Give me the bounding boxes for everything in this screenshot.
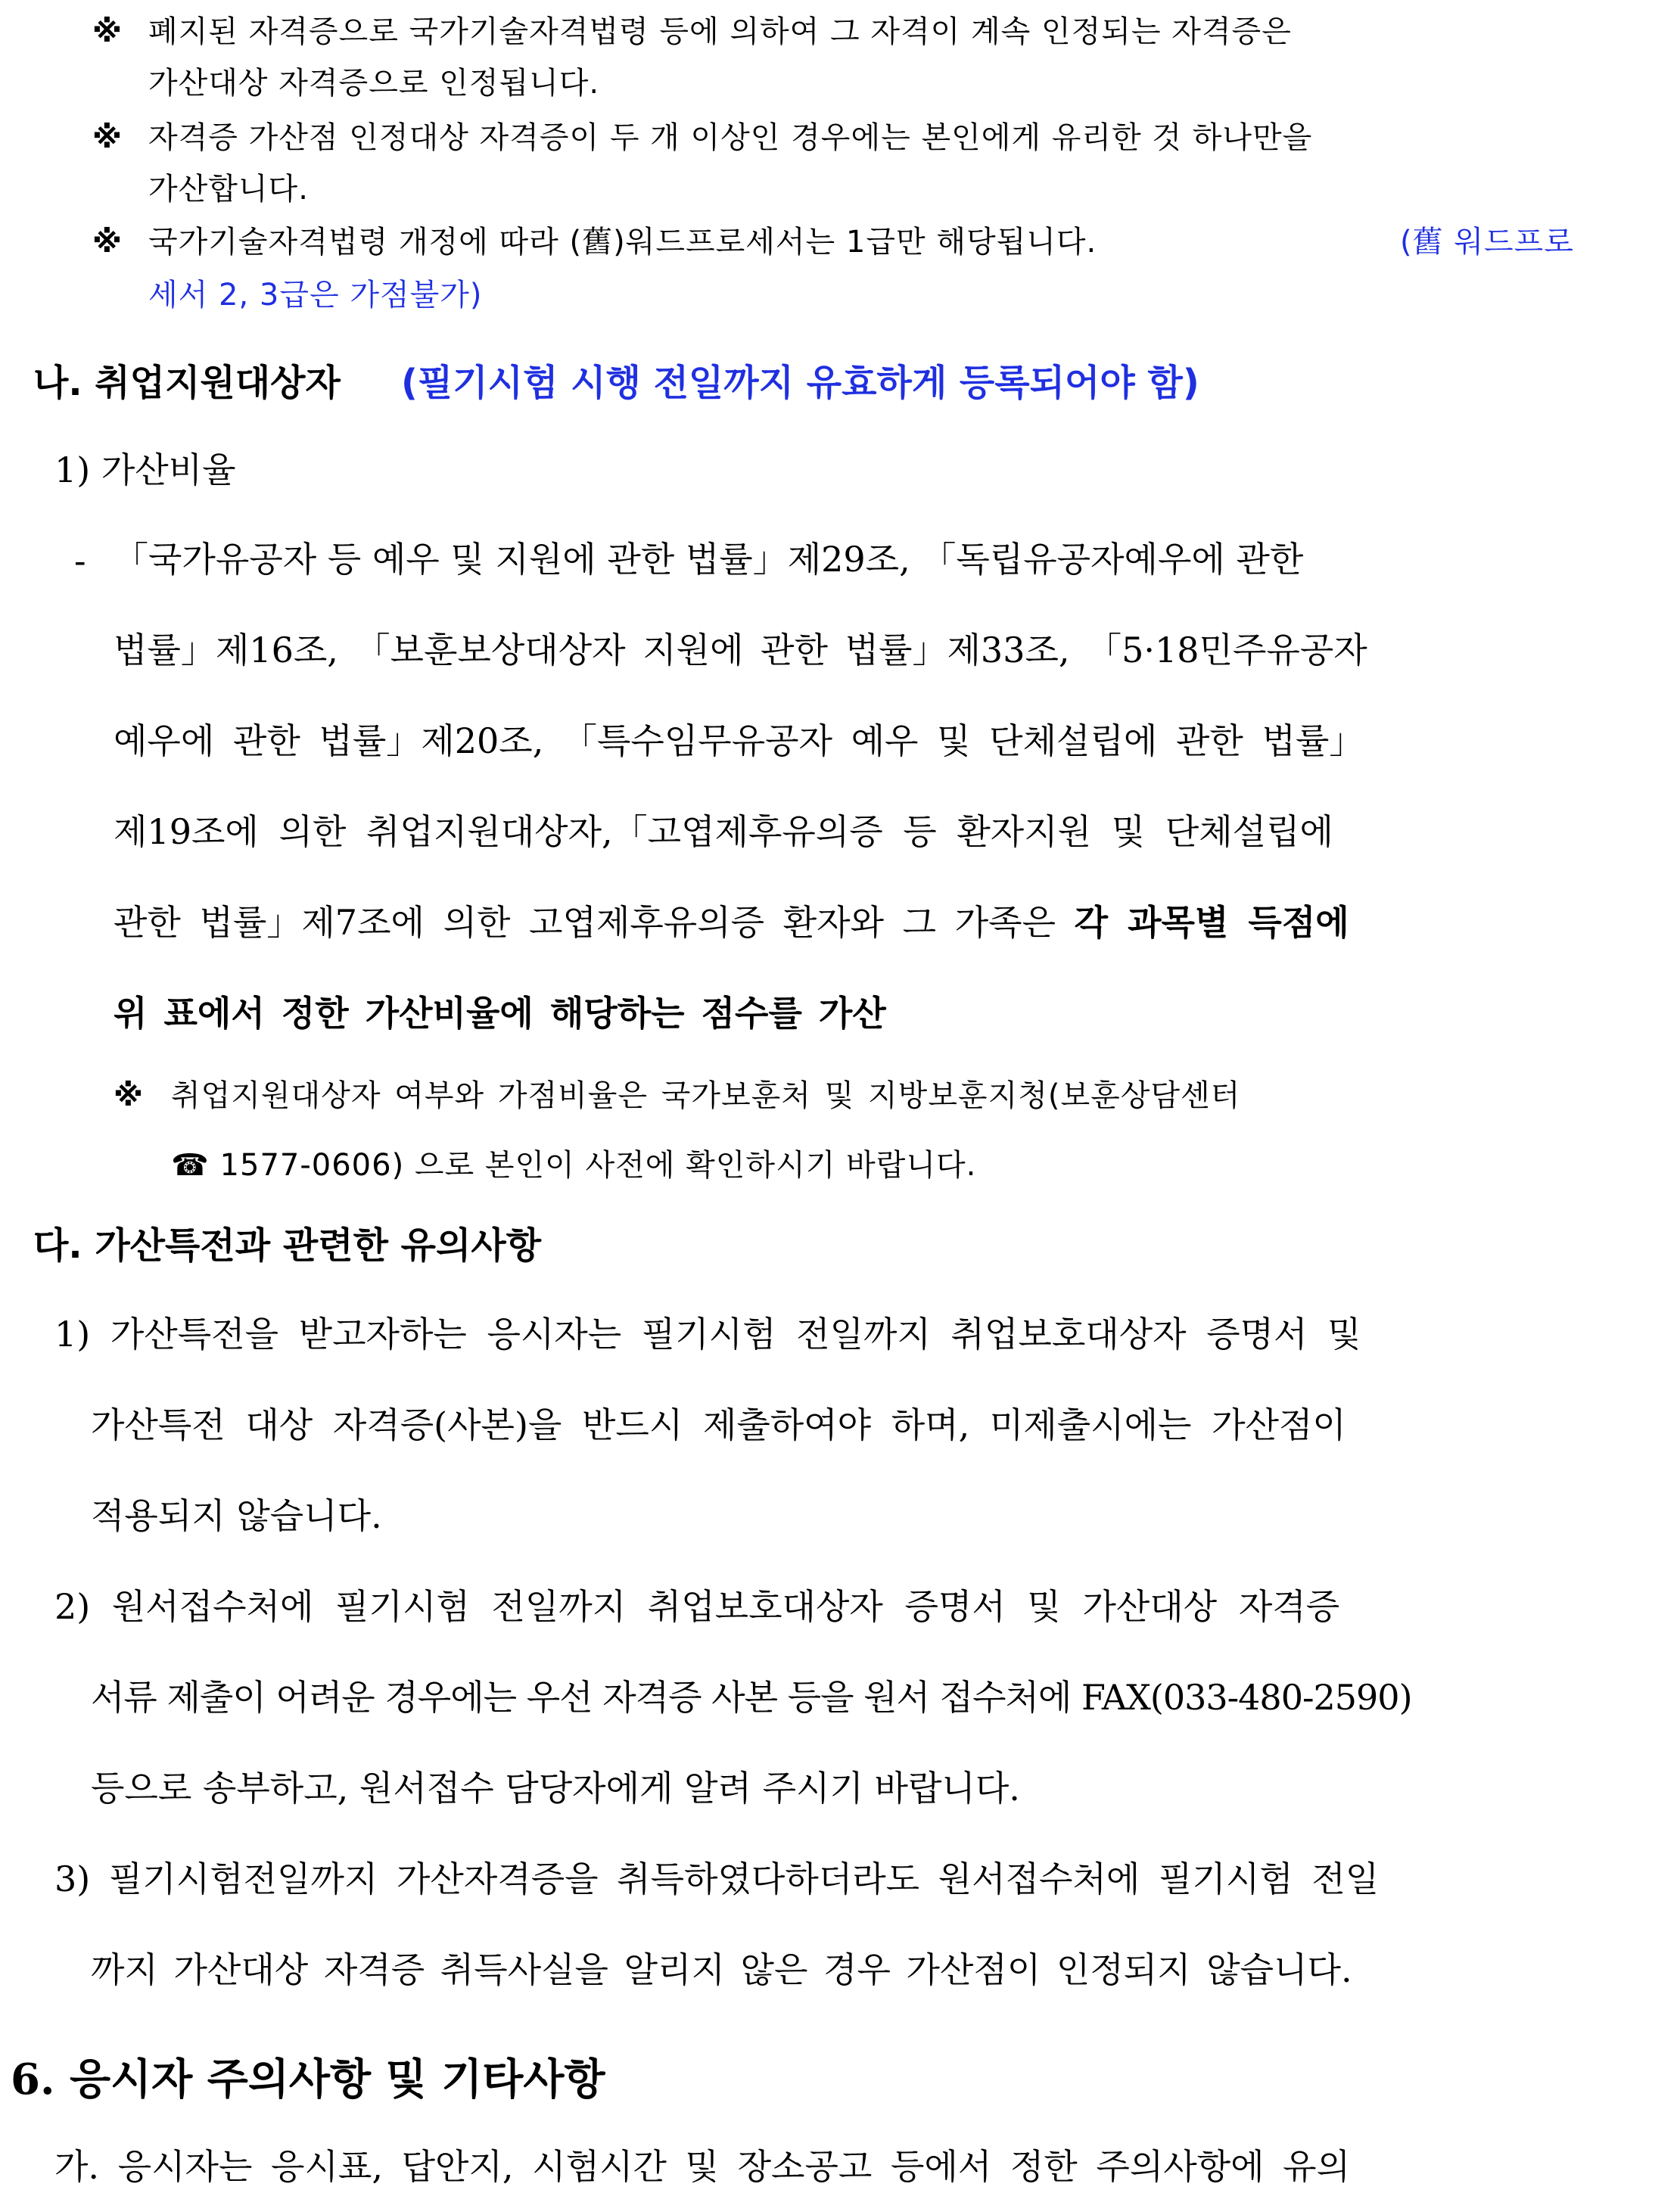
paragraph-line xyxy=(114,902,1349,943)
subheading-ratio: 1) 가산비율 xyxy=(54,449,236,490)
list-line: 가. 응시자는 응시표, 답안지, 시험시간 및 장소공고 등에서 정한 주의사항에 유의 xyxy=(54,2146,1351,2187)
paragraph-line: 「국가유공자 등 예우 및 지원에 관한 법률」제29조, 「독립유공자예우에 관한 xyxy=(114,539,1304,580)
paragraph-line: 제19조에 의한 취업지원대상자,「고엽제후유의증 등 환자지원 및 단체설립에 xyxy=(114,811,1333,852)
note-mark: ※ xyxy=(92,14,122,49)
note-text-blue: (舊 워드프로 xyxy=(1400,225,1574,260)
section-da-heading: 다. 가산특전과 관련한 유의사항 xyxy=(33,1224,542,1267)
note-text-blue: 세서 2, 3급은 가점불가) xyxy=(148,278,483,313)
note-text-line: 가산합니다. xyxy=(148,172,309,207)
list-line: 등으로 송부하고, 원서접수 담당자에게 알려 주시기 바랍니다. xyxy=(91,1768,1020,1809)
section-6-heading: 6. 응시자 주의사항 및 기타사항 xyxy=(11,2055,605,2104)
note-text-line: 국가기술자격법령 개정에 따라 (舊)워드프로세서는 1급만 해당됩니다. xyxy=(148,225,1097,260)
note-text-line: 폐지된 자격증으로 국가기술자격법령 등에 의하여 그 자격이 계속 인정되는 자격증은 xyxy=(148,14,1292,49)
section-title-note: (필기시험 시행 전일까지 유효하게 등록되어야 함) xyxy=(401,362,1199,404)
paragraph-text: 관한 법률」제7조에 의한 고엽제후유의증 환자와 그 가족은 xyxy=(114,902,1075,943)
paragraph-line: 법률」제16조, 「보훈보상대상자 지원에 관한 법률」제33조, 「5·18민주유공자 xyxy=(114,630,1367,670)
paragraph-line: 예우에 관한 법률」제20조, 「특수임무유공자 예우 및 단체설립에 관한 법률」 xyxy=(114,720,1364,761)
list-line: 가산특전 대상 자격증(사본)을 반드시 제출하여야 하며, 미제출시에는 가산점이 xyxy=(91,1404,1346,1445)
list-line: 1) 가산특전을 받고자하는 응시자는 필기시험 전일까지 취업보호대상자 증명서 및 xyxy=(54,1314,1361,1355)
note-text-line: 취업지원대상자 여부와 가점비율은 국가보훈처 및 지방보훈지청(보훈상담센터 xyxy=(171,1078,1241,1113)
note-mark: ※ xyxy=(92,120,122,155)
paragraph-text-bold: 각 과목별 득점에 xyxy=(1074,902,1349,943)
paragraph-line-bold: 위 표에서 정한 가산비율에 해당하는 점수를 가산 xyxy=(114,993,886,1034)
list-line: 까지 가산대상 자격증 취득사실을 알리지 않은 경우 가산점이 인정되지 않습니다. xyxy=(91,1949,1352,1990)
list-line: 서류 제출이 어려운 경우에는 우선 자격증 사본 등을 원서 접수처에 FAX(033-480-2590) xyxy=(91,1677,1412,1718)
list-line: 적용되지 않습니다. xyxy=(91,1495,382,1536)
note-text-line: 자격증 가산점 인정대상 자격증이 두 개 이상인 경우에는 본인에게 유리한 것 하나만을 xyxy=(148,120,1313,155)
note-text-line: ☎ 1577-0606) 으로 본인이 사전에 확인하시기 바랍니다. xyxy=(171,1148,977,1183)
dash-marker: - xyxy=(74,540,86,581)
note-text-line: 가산대상 자격증으로 인정됩니다. xyxy=(148,66,600,101)
note-mark: ※ xyxy=(92,225,122,260)
list-line: 3) 필기시험전일까지 가산자격증을 취득하였다하더라도 원서접수처에 필기시험 전일 xyxy=(54,1859,1380,1899)
list-line: 2) 원서접수처에 필기시험 전일까지 취업보호대상자 증명서 및 가산대상 자격증 xyxy=(54,1586,1340,1627)
section-title: 나. 취업지원대상자 xyxy=(33,362,341,404)
note-mark: ※ xyxy=(114,1078,143,1113)
